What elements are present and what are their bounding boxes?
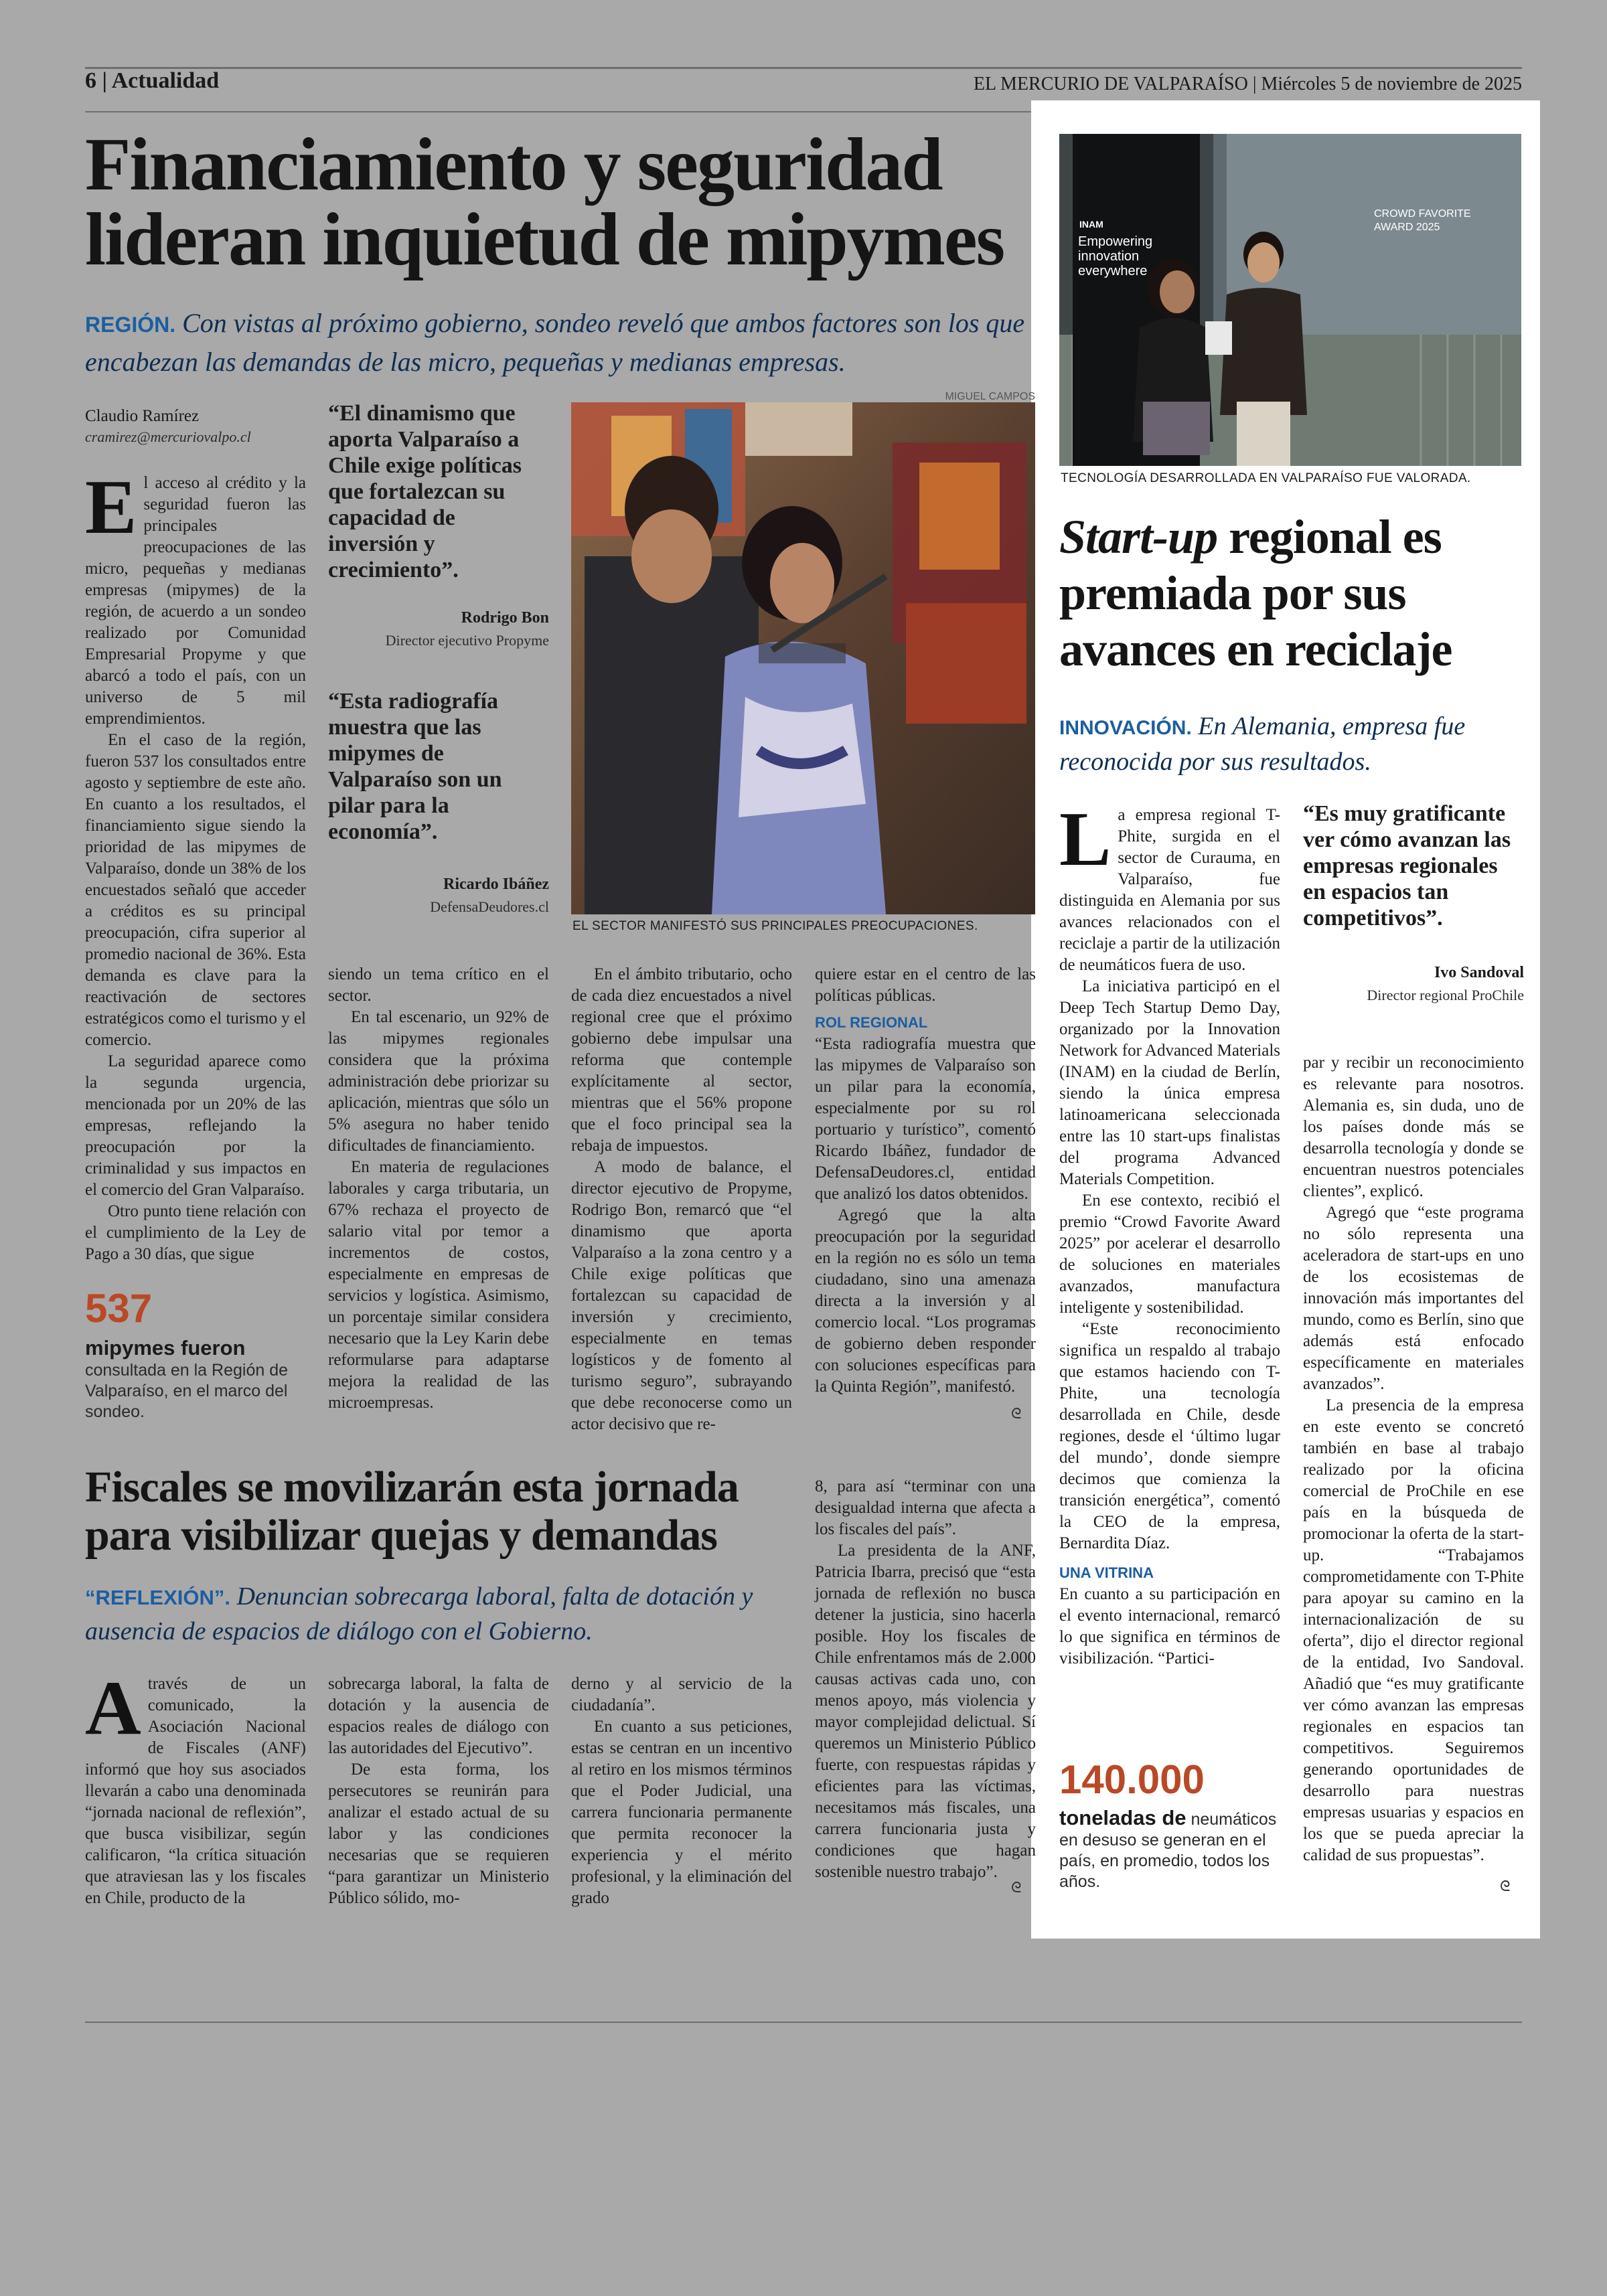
side-col2-p3: La presencia de la empresa en este evento se concretó también en base al trabajo realizado por la oficina comercial de ProChile en ese país en la búsqueda de promocionar la oferta de la start-up. “Trabajamos comprometidamente con T-Phite para apoyar su camino en la internacionalización de su oferta”, dijo el director regional de la entidad, Ivo Sandoval. Añadió que “es muy gratificante ver cómo avanzan las empresas regionales en espacios tan competitivos. Seguiremos generando oportunidades de desarrollo para nuestras empresas usuarias y espacios en los que se pueda apreciar la calidad de sus propuestas”. [1303, 1396, 1524, 1864]
side-pull-quote: “Es muy gratificante ver cómo avanzan las empresas regionales en espacios tan competitivos”. [1303, 801, 1511, 930]
side-col-1 [1059, 797, 1280, 1669]
market-photo [571, 402, 1035, 914]
side-col2-p1: par y recibir un reconocimiento es relevante para nosotros. Alemania es, sin duda, uno de los países donde más se desarrolla tecnología y donde se encuentran nuestros potenciales clientes”, explicó. [1303, 1054, 1524, 1200]
quote1-name: Rodrigo Bon [461, 609, 549, 627]
bottom-rule [85, 2022, 1522, 2023]
side-col1-p2: La iniciativa participó en el Deep Tech Startup Demo Day, organizado por la Innovation Network for Advanced Materials (INAM) en la ciudad de Berlín, siendo la única empresa latinoamericana seleccionada entre las 10 start-ups finalistas del programa Advanced Materials Competition. [1059, 977, 1280, 1188]
quote2-role: DefensaDeudores.cl [430, 898, 549, 915]
award-photo [1059, 134, 1521, 466]
second-col-2 [328, 1673, 549, 1909]
byline-name: Claudio Ramírez [85, 407, 200, 425]
second-col3-p2: En cuanto a sus peticiones, estas se centran en un incentivo al retiro en los mismos términos que el Poder Judicial, una carrera funcionaria permanente que permita reconocer la experiencia y el mérito profesional, y la eliminación del grado [571, 1718, 792, 1907]
stat-bold-537: mipymes fueron [85, 1336, 246, 1360]
second-deck-text: Denuncian sobrecarga laboral, falta de dotación y ausencia de espacios de diálogo con el Gobierno. [85, 1582, 753, 1645]
main-col1-p1: l acceso al crédito y la seguridad fueron las principales preocupaciones de las micro, pequeñas y medianas empresas (mipymes) de la región, de acuerdo a un sondeo realizado por Comunidad Empresarial Propyme y que abarcó a todo el país, con un universo de 5 mil emprendimientos. [85, 474, 306, 728]
main-col-3 [571, 964, 792, 1435]
side-col1-p1: a empresa regional T-Phite, surgida en el sector de Curauma, en Valparaíso, fue distinguida en Alemania por sus avances relacionados con el reciclaje a partir de la utilización de neumáticos fuera de uso. [1059, 806, 1280, 974]
quote1-role: Director ejecutivo Propyme [385, 632, 549, 649]
second-col-3 [571, 1673, 792, 1909]
rol-regional-subhead: ROL REGIONAL [815, 1014, 928, 1031]
end-of-story-icon-3: ᘓ [1500, 1878, 1511, 1895]
market-photo-image [571, 402, 1035, 914]
second-col2-p1: sobrecarga laboral, la falta de dotación y la ausencia de espacios reales de diálogo con las autoridades del Ejecutivo”. [328, 1675, 549, 1757]
pull-quote-2: “Esta radiografía muestra que las mipymes de Valparaíso son un pilar para la economía”. [328, 689, 502, 844]
stat-rest-537: consultada en la Región de Valparaíso, en el marco del sondeo. [85, 1361, 289, 1421]
screen-slogan: Empowering innovation everywhere [1078, 234, 1153, 278]
stat-rest-140000: neumáticos en desuso se generan en el país, en promedio, todos los años. [1059, 1810, 1277, 1891]
award-photo-caption: TECNOLOGÍA DESARROLLADA EN VALPARAÍSO FUE VALORADA. [1061, 471, 1471, 485]
end-of-story-icon: ᘓ [1011, 1406, 1022, 1422]
stat-text-140000 [1059, 1807, 1280, 1892]
side-deck [1059, 710, 1528, 778]
side-headline-italic: Start-up [1059, 510, 1218, 564]
second-headline: Fiscales se movilizarán esta jornada para visibilizar quejas y demandas [85, 1463, 739, 1560]
pull-quote-1: “El dinamismo que aporta Valparaíso a Chile exige políticas que fortalezcan su capacidad de inversión y crecimiento”. [328, 401, 522, 582]
second-col3-p1: derno y al servicio de la ciudadanía”. [571, 1675, 792, 1714]
main-col1-p2: En el caso de la región, fueron 537 los consultados entre agosto y septiembre de este año. En cuanto a los resultados, el financiamiento sigue siendo la prioridad de las mipymes de Valparaíso, donde un 38% de los encuestados señaló que acceder a créditos es su principal preocupación, cifra superior al promedio nacional de 36%. Esta demanda es clave para la reactivación de sectores estratégicos como el turismo y el comercio. [85, 731, 306, 1049]
paper-dateline: EL MERCURIO DE VALPARAÍSO | Miércoles 5 de noviembre de 2025 [973, 74, 1522, 94]
dropcap-e: E [85, 465, 137, 550]
main-col3-p1: En el ámbito tributario, ocho de cada diez encuestados a nivel regional cree que el próximo gobierno debe impulsar una reforma que contemple explícitamente al sector, mientras que el 56% propone que el foco principal sea la rebaja de impuestos. [571, 965, 792, 1155]
side-kicker: INNOVACIÓN. [1059, 717, 1192, 739]
main-col2-p3: En materia de regulaciones laborales y carga tributaria, un 67% rechaza el proyecto de salario vital por temor a incrementos de costos, especialmente en empresas de servicios y logística. Asimismo, un porcentaje similar considera necesario que la Ley Karin debe reformularse para adaptarse mejora la realidad de las microempresas. [328, 1158, 549, 1412]
main-col4-p1: quiere estar en el centro de las políticas públicas. [815, 965, 1036, 1005]
stat-number-140000: 140.000 [1059, 1757, 1205, 1802]
main-col2-p2: En tal escenario, un 92% de las mipymes regionales considera que la próxima administración debe priorizar su aplicación, mientras que sólo un 5% asegura no haber tenido dificultades de financiamiento. [328, 1008, 549, 1155]
second-col-1 [85, 1665, 306, 1909]
side-col1-p3: En ese contexto, recibió el premio “Crowd Favorite Award 2025” por acelerar el desarrollo de soluciones en materiales avanzados, manufactura inteligente y sostenibilidad. [1059, 1192, 1280, 1317]
main-col-4 [815, 964, 1036, 1398]
main-col1-p4: Otro punto tiene relación con el cumplimiento de la Ley de Pago a 30 días, que sigue [85, 1202, 306, 1263]
second-kicker: “REFLEXIÓN”. [85, 1586, 231, 1609]
byline-email: cramirez@mercuriovalpo.cl [85, 428, 251, 445]
main-deck-text: Con vistas al próximo gobierno, sondeo reveló que ambos factores son los que encabezan las demandas de las micro, pequeñas y medianas empresas. [85, 308, 1025, 377]
side-quote-role: Director regional ProChile [1367, 987, 1524, 1003]
inam-logo-text: INAM [1079, 219, 1103, 230]
second-col-4 [815, 1476, 1036, 1883]
section-label: 6 | Actualidad [85, 68, 220, 93]
main-col-2 [328, 964, 549, 1414]
side-deck-text: En Alemania, empresa fue reconocida por sus resultados. [1059, 712, 1466, 776]
side-quote-name: Ivo Sandoval [1434, 964, 1524, 981]
side-col-2 [1303, 1052, 1524, 1866]
top-rule [85, 67, 1522, 69]
main-photo-caption: EL SECTOR MANIFESTÓ SUS PRINCIPALES PREOCUPACIONES. [572, 919, 978, 933]
award-photo-image [1059, 134, 1521, 466]
stat-text-537 [85, 1337, 313, 1422]
main-col-1 [85, 465, 306, 1265]
stat-bold-140000: toneladas de [1059, 1806, 1187, 1829]
main-headline: Financiamiento y seguridad lideran inquietud de mipymes [85, 123, 1004, 281]
main-col4-p3: Agregó que la alta preocupación por la seguridad en la región no es sólo un tema ciudadano, sino una amenaza directa a la inversión y al comercio local. “Los programas de gobierno deben responder con soluciones específicas para la Quinta Región”, manifestó. [815, 1206, 1036, 1396]
stat-number-537: 537 [85, 1286, 153, 1331]
main-col1-p3: La seguridad aparece como la segunda urgencia, mencionada por un 20% de las empresas, reflejando la preocupación por la criminalidad y sus impactos en el comercio del Gran Valparaíso. [85, 1052, 306, 1199]
dropcap-l: L [1059, 797, 1112, 882]
side-col1-p4: “Este reconocimiento significa un respaldo al trabajo que estamos haciendo con T-Phite, una tecnología desarrollada en Chile, desde regiones, desde el ‘último lugar del mundo’, donde siempre decimos que comienza la transición energética”, comentó la CEO de la empresa, Bernardita Díaz. [1059, 1320, 1280, 1552]
una-vitrina-subhead: UNA VITRINA [1059, 1564, 1154, 1581]
quote2-name: Ricardo Ibáñez [443, 876, 549, 893]
side-col1-p5: En cuanto a su participación en el evento internacional, remarcó lo que significa en términos de visibilización. “Partici- [1059, 1585, 1280, 1667]
second-col4-p1: 8, para así “terminar con una desigualdad interna que afecta a los fiscales del país”. [815, 1477, 1036, 1538]
second-deck [85, 1580, 822, 1648]
side-headline [1059, 509, 1528, 677]
main-col2-p1: siendo un tema crítico en el sector. [328, 965, 549, 1005]
award-screen-text: CROWD FAVORITE AWARD 2025 [1374, 208, 1471, 233]
second-col1-p1: través de un comunicado, la Asociación Nacional de Fiscales (ANF) informó que hoy sus asociados llevarán a cabo una denominada “jornada nacional de reflexión”, que busca visibilizar, según calificaron, “la crítica situación que atraviesan las y los fiscales en Chile, producto de la [85, 1675, 306, 1907]
main-col4-p2: “Esta radiografía muestra que las mipymes de Valparaíso son un pilar para la economía, especialmente por su rol portuario y turístico”, comentó Ricardo Ibáñez, fundador de DefensaDeudores.cl, entidad que analizó los datos obtenidos. [815, 1035, 1036, 1203]
dropcap-a: A [85, 1665, 141, 1751]
photo-credit: MIGUEL CAMPOS [945, 391, 1035, 402]
main-deck [85, 305, 1036, 381]
main-kicker: REGIÓN. [85, 313, 176, 337]
main-col3-p2: A modo de balance, el director ejecutivo de Propyme, Rodrigo Bon, remarcó que “el dinamismo que aporta Valparaíso a la zona centro y a Chile exige políticas que fortalezcan su capacidad de inversión y crecimiento, especialmente en temas logísticos y de fomento al turismo seguro”, subrayando que debe reconocerse como un actor decisivo que re- [571, 1158, 792, 1433]
second-col4-p2: La presidenta de la ANF, Patricia Ibarra, precisó que “esta jornada de reflexión no busca detener la justicia, sino hacerla posible. Hoy los fiscales de Chile enfrentamos más de 2.000 causas activas cada uno, con menos apoyo, más violencia y mayor complejidad delictual. Sí queremos un Ministerio Público fuerte, con respuestas rápidas y eficientes para las víctimas, necesitamos más fiscales, una carrera funcionaria justa y condiciones que hagan sostenible nuestro trabajo”. [815, 1542, 1036, 1881]
end-of-story-icon-2: ᘓ [1011, 1880, 1022, 1896]
side-headline-rest: regional es premiada por sus avances en reciclaje [1059, 510, 1452, 676]
second-col2-p2: De esta forma, los persecutores se reunirán para analizar el estado actual de su labor y las condiciones necesarias que se requieren “para garantizar un Ministerio Público sólido, mo- [328, 1760, 549, 1907]
side-col2-p2: Agregó que “este programa no sólo representa una aceleradora de start-ups en uno de los ecosistemas de innovación más importantes del mundo, como es Berlín, sino que además está enfocado específicamente en materiales avanzados”. [1303, 1204, 1524, 1393]
